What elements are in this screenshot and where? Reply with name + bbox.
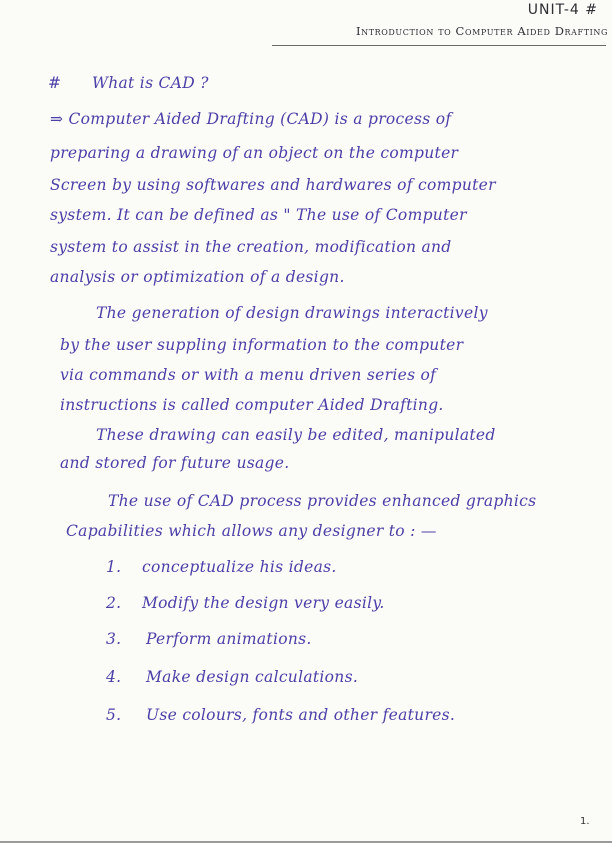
paragraph-line: via commands or with a menu driven series of	[60, 366, 437, 384]
list-item: conceptualize his ideas.	[142, 558, 337, 576]
paragraph-line: instructions is called computer Aided Drafting.	[60, 396, 444, 414]
paragraph-line: and stored for future usage.	[60, 454, 290, 472]
list-item-number: 4.	[106, 668, 122, 686]
page-number: 1.	[580, 816, 590, 827]
list-item: Make design calculations.	[146, 668, 359, 686]
title-underline	[272, 45, 606, 46]
list-item-number: 1.	[106, 558, 122, 576]
paragraph-line: analysis or optimization of a design.	[50, 268, 345, 286]
paragraph-line: Screen by using softwares and hardwares of computer	[50, 176, 496, 194]
list-item-number: 2.	[106, 594, 122, 612]
paragraph-line: The use of CAD process provides enhanced graphics	[108, 492, 537, 510]
question-marker: #	[48, 74, 62, 92]
list-item-number: 5.	[106, 706, 122, 724]
page-title: Introduction to Computer Aided Drafting	[355, 24, 608, 38]
paragraph-line: These drawing can easily be edited, manipulated	[96, 426, 496, 444]
list-item: Perform animations.	[146, 630, 312, 648]
paragraph-line: preparing a drawing of an object on the computer	[50, 144, 459, 162]
unit-label: UNIT-4 #	[527, 2, 598, 18]
paragraph-line: system to assist in the creation, modification and	[50, 238, 452, 256]
paragraph-line: The generation of design drawings interactively	[96, 304, 488, 322]
paragraph-line: Capabilities which allows any designer to : —	[66, 522, 437, 540]
paragraph-line: system. It can be defined as " The use of Computer	[50, 206, 467, 224]
question-heading: What is CAD ?	[92, 74, 209, 92]
paragraph-line: ⇒ Computer Aided Drafting (CAD) is a process of	[50, 110, 452, 128]
paragraph-line: by the user suppling information to the computer	[60, 336, 464, 354]
list-item: Use colours, fonts and other features.	[146, 706, 456, 724]
list-item: Modify the design very easily.	[142, 594, 385, 612]
list-item-number: 3.	[106, 630, 122, 648]
